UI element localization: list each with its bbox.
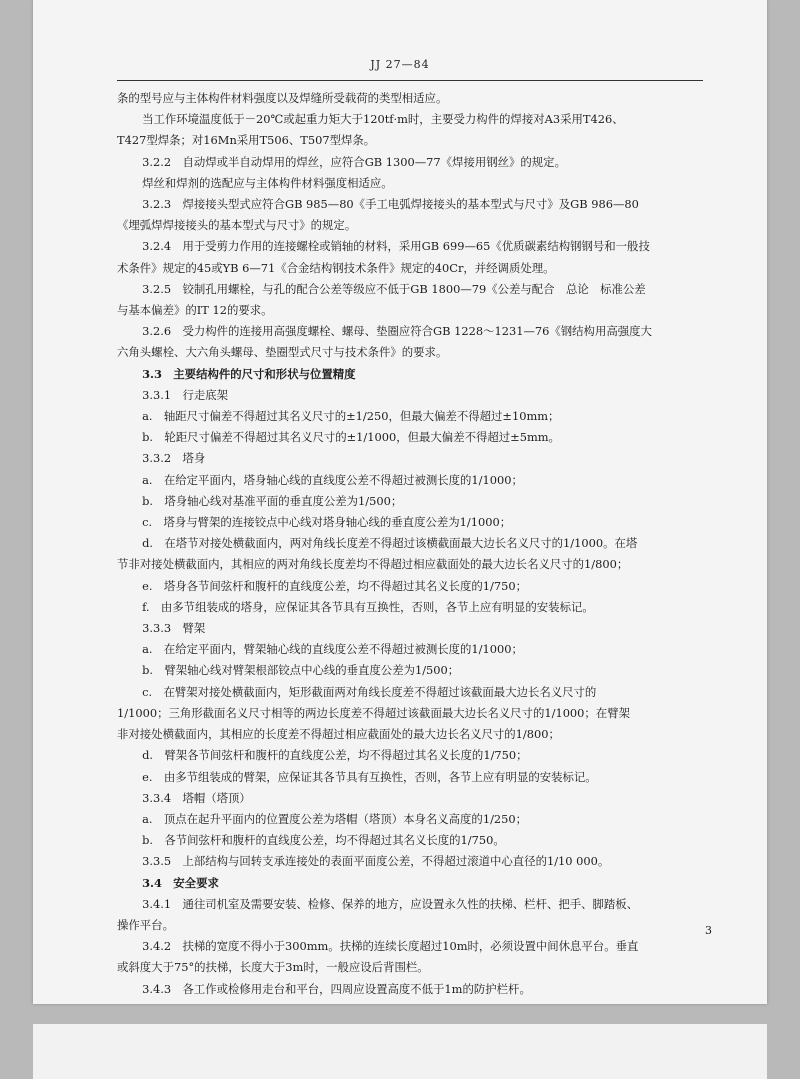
section-heading: 3.4 安全要求 bbox=[142, 875, 219, 890]
text-line: 3.3.3 臂架 bbox=[142, 621, 206, 636]
text-line: 非对接处横截面内，其相应的长度差不得超过相应截面处的最大边长名义尺寸的1/800； bbox=[117, 727, 560, 742]
text-line: 3.2.4 用于受剪力作用的连接螺栓或销轴的材料，采用GB 699—65《优质碳素结构钢钢号和一般技 bbox=[142, 239, 650, 254]
text-line: a. 顶点在起升平面内的位置度公差为塔帽（塔顶）本身名义高度的1/250； bbox=[142, 811, 528, 826]
text-line: c. 在臂架对接处横截面内，矩形截面两对角线长度差不得超过该截面最大边长名义尺寸的 bbox=[142, 684, 597, 699]
text-line: a. 在给定平面内，臂架轴心线的直线度公差不得超过被测长度的1/1000； bbox=[142, 642, 523, 657]
text-line: 《埋弧焊焊接接头的基本型式与尺寸》的规定。 bbox=[117, 218, 357, 233]
text-line: 1/1000；三角形截面名义尺寸相等的两边长度差不得超过该截面最大边长名义尺寸的1/1000；在臂架 bbox=[117, 705, 630, 720]
text-line: 3.2.2 自动焊或半自动焊用的焊丝，应符合GB 1300—77《焊接用钢丝》的规定。 bbox=[142, 154, 566, 169]
document-page bbox=[33, 0, 767, 1004]
section-heading: 3.3 主要结构件的尺寸和形状与位置精度 bbox=[142, 366, 356, 381]
page-number: 3 bbox=[705, 924, 712, 937]
text-line: 节非对接处横截面内，其相应的两对角线长度差均不得超过相应截面处的最大边长名义尺寸的1/800； bbox=[117, 557, 629, 572]
header-rule bbox=[117, 80, 703, 81]
text-line: d. 臂架各节间弦杆和腹杆的直线度公差，均不得超过其名义长度的1/750； bbox=[142, 748, 528, 763]
text-line: b. 臂架轴心线对臂架根部铰点中心线的垂直度公差为1/500； bbox=[142, 663, 460, 678]
next-page-edge bbox=[33, 1024, 767, 1079]
page-header: JJ 27—84 bbox=[370, 58, 430, 71]
text-line: 或斜度大于75°的扶梯，长度大于3m时，一般应设后背围栏。 bbox=[117, 960, 429, 975]
text-line: 3.3.2 塔身 bbox=[142, 451, 206, 466]
text-line: 与基本偏差》的IT 12的要求。 bbox=[117, 303, 273, 318]
text-line: 3.3.1 行走底架 bbox=[142, 387, 229, 402]
text-line: 术条件》规定的45或YB 6—71《合金结构钢技术条件》规定的40Cr，并经调质处理。 bbox=[117, 260, 555, 275]
text-line: c. 塔身与臂架的连接铰点中心线对塔身轴心线的垂直度公差为1/1000； bbox=[142, 515, 512, 530]
text-line: 当工作环境温度低于－20℃或起重力矩大于120tf·m时，主要受力构件的焊接对A3采用T426、 bbox=[142, 112, 624, 127]
text-line: b. 轮距尺寸偏差不得超过其名义尺寸的±1/1000，但最大偏差不得超过±5mm。 bbox=[142, 430, 560, 445]
document-body bbox=[117, 88, 707, 1000]
text-line: e. 由多节组装成的臂架，应保证其各节具有互换性，否则，各节上应有明显的安装标记。 bbox=[142, 769, 597, 784]
text-line: 3.4.2 扶梯的宽度不得小于300mm。扶梯的连续长度超过10m时，必须设置中间休息平台。垂直 bbox=[142, 939, 639, 954]
text-line: b. 各节间弦杆和腹杆的直线度公差，均不得超过其名义长度的1/750。 bbox=[142, 833, 505, 848]
text-line: 3.4.1 通往司机室及需要安装、检修、保养的地方，应设置永久性的扶梯、栏杆、把手、脚踏板、 bbox=[142, 896, 639, 911]
text-line: 3.3.5 上部结构与回转支承连接处的表面平面度公差，不得超过滚道中心直径的1/10 000。 bbox=[142, 854, 610, 869]
text-line: 操作平台。 bbox=[117, 917, 174, 932]
text-line: 3.4.3 各工作或检修用走台和平台，四周应设置高度不低于1m的防护栏杆。 bbox=[142, 981, 531, 996]
text-line: e. 塔身各节间弦杆和腹杆的直线度公差，均不得超过其名义长度的1/750； bbox=[142, 578, 527, 593]
text-line: 条的型号应与主体构件材料强度以及焊缝所受载荷的类型相适应。 bbox=[117, 91, 448, 105]
text-line: 焊丝和焊剂的选配应与主体构件材料强度相适应。 bbox=[142, 175, 393, 190]
text-line: 3.2.3 焊接接头型式应符合GB 985—80《手工电弧焊接接头的基本型式与尺寸》及GB 986—80 bbox=[142, 197, 639, 212]
text-line: T427型焊条；对16Mn采用T506、T507型焊条。 bbox=[117, 133, 376, 148]
text-line: d. 在塔节对接处横截面内，两对角线长度差不得超过该横截面最大边长名义尺寸的1/1000。在塔 bbox=[142, 536, 638, 551]
text-line: a. 在给定平面内，塔身轴心线的直线度公差不得超过被测长度的1/1000； bbox=[142, 472, 523, 487]
text-line: f. 由多节组装成的塔身，应保证其各节具有互换性，否则，各节上应有明显的安装标记。 bbox=[142, 599, 594, 614]
text-line: b. 塔身轴心线对基准平面的垂直度公差为1/500； bbox=[142, 493, 403, 508]
text-line: 3.3.4 塔帽（塔顶） bbox=[142, 790, 251, 805]
text-line: 3.2.5 铰制孔用螺栓，与孔的配合公差等级应不低于GB 1800—79《公差与配合 总论 标准公差 bbox=[142, 281, 646, 296]
text-line: a. 轴距尺寸偏差不得超过其名义尺寸的±1/250，但最大偏差不得超过±10mm； bbox=[142, 409, 560, 424]
text-line: 3.2.6 受力构件的连接用高强度螺栓、螺母、垫圈应符合GB 1228～1231—76《钢结构用高强度大 bbox=[142, 324, 652, 339]
text-line: 六角头螺栓、大六角头螺母、垫圈型式尺寸与技术条件》的要求。 bbox=[117, 345, 448, 360]
